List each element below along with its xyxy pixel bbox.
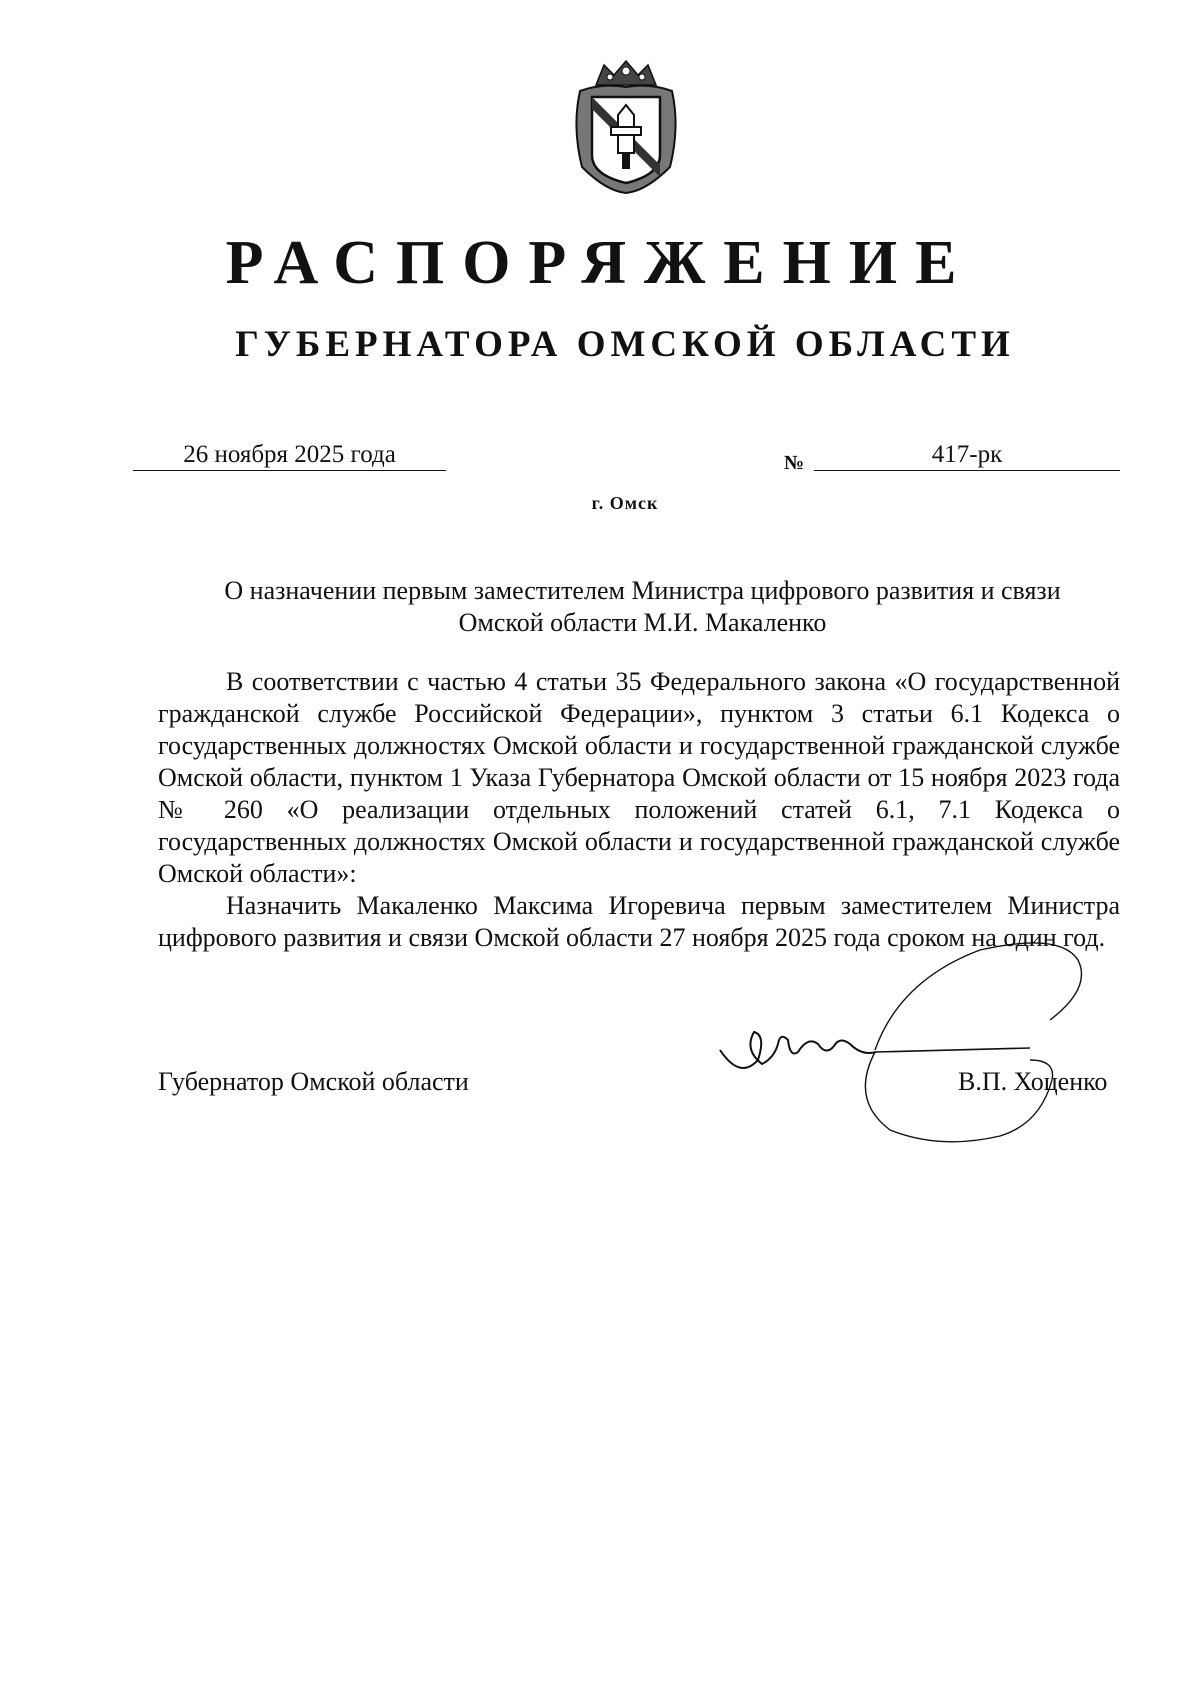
document-body	[158, 666, 1120, 954]
signer-name: В.П. Хоценко	[958, 1067, 1108, 1096]
document-heading: О назначении первым заместителем Министра цифрового развития и связи Омской области М.И. Макаленко	[224, 576, 1061, 637]
document-number: 417-рк	[814, 440, 1120, 471]
handwritten-signature	[700, 940, 1120, 1170]
signer-position: Губернатор Омской области	[158, 1067, 469, 1096]
document-city: г. Омск	[591, 493, 659, 513]
coat-of-arms-emblem	[566, 57, 686, 195]
document-date: 26 ноября 2025 года	[133, 440, 446, 471]
document-subtitle: ГУБЕРНАТОРА ОМСКОЙ ОБЛАСТИ	[235, 324, 1015, 365]
body-paragraph: Назначить Макаленко Максима Игоревича первым заместителем Министра цифрового развития и связи Омской области 27 ноября 2025 года сроком на один год.	[158, 891, 1120, 952]
document-title: РАСПОРЯЖЕНИЕ	[225, 229, 975, 297]
number-sign: №	[784, 452, 805, 474]
body-paragraph: В соответствии с частью 4 статьи 35 Федерального закона «О государственной гражданской службе Российской Федерации», пунктом 3 статьи 6.1 Кодекса о государственных должностях Омской области и государственной гражданской службе Омской области, пунктом 1 Указа Губернатора Омской области от 15 ноября 2023 года № 260 «О реализации отдельных положений статей 6.1, 7.1 Кодекса о государственных должностях Омской области и государственной гражданской службе Омской области»:	[158, 667, 1120, 888]
